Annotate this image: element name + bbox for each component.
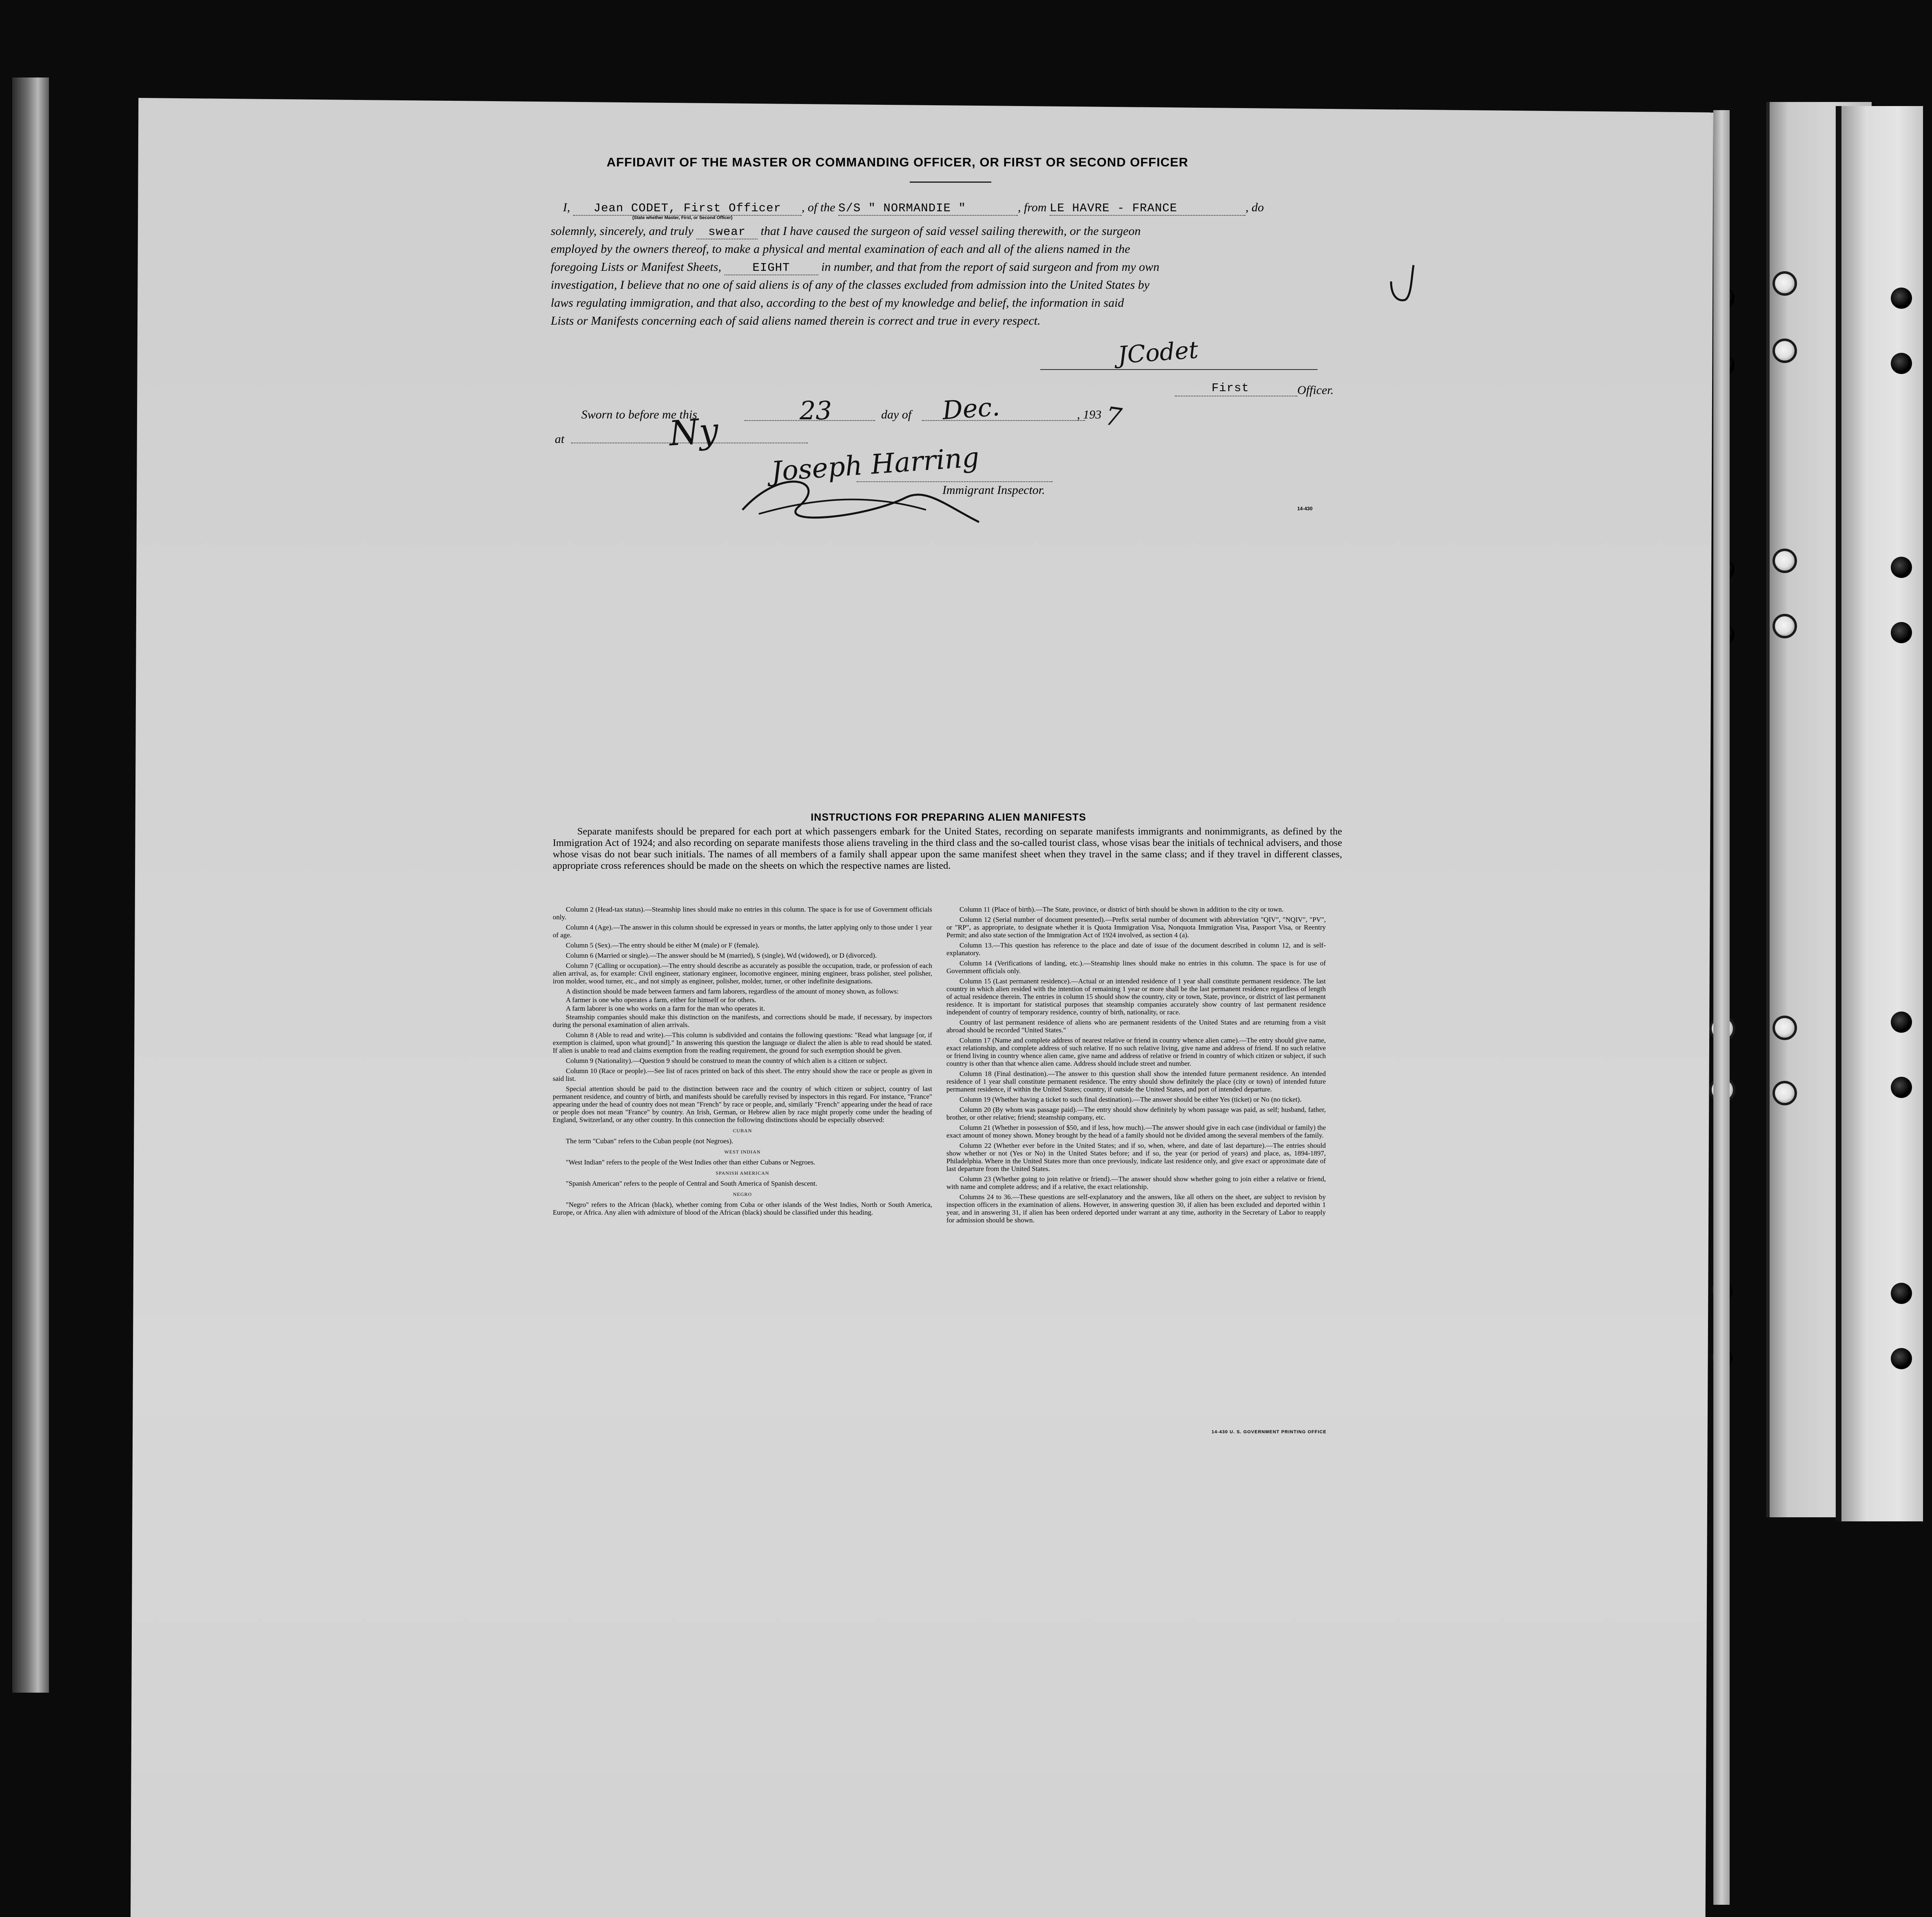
instruction-paragraph: Column 12 (Serial number of document presented).—Prefix serial number of document with abbreviation "QIV", "NQIV", "PV", or "RP", as appropriate, to designate whether it is Quota Immigration Visa, Nonquota Immigration Visa, Passport Visa, or Reentry Permit; and also state section of the Immigration Act of 1924 involved, as section 4 (a).: [946, 916, 1326, 939]
punch-hole: [1891, 1012, 1912, 1033]
port-field: LE HAVRE - FRANCE: [1050, 201, 1245, 216]
paper-fold-edge: [1713, 110, 1730, 1905]
punch-hole: [1772, 614, 1797, 638]
printing-office-footer: 14-430 U. S. GOVERNMENT PRINTING OFFICE: [1212, 1430, 1327, 1434]
inspector-signature: Joseph Harring: [770, 441, 980, 487]
affidavit-line-7: Lists or Manifests concerning each of said aliens named therein is correct and true in every respect.: [551, 314, 1041, 328]
officer-signature-line: [1040, 369, 1318, 370]
sworn-place: Ny: [667, 410, 720, 454]
at-label: at: [555, 432, 565, 446]
binder-sheet-edge: [1836, 106, 1923, 1521]
form-number: 14-430: [1297, 506, 1313, 511]
title-underline: [910, 182, 991, 183]
punch-hole: [1891, 288, 1912, 309]
instruction-paragraph: Column 21 (Whether in possession of $50, and if less, how much).—The answer should give in each case (individual or family) the exact amount of money shown. Money brought by the head of a family should not be divided among the several members of the family.: [946, 1124, 1326, 1139]
punch-hole: [1891, 622, 1912, 643]
instruction-paragraph: Column 19 (Whether having a ticket to such final destination).—The answer should be either Yes (ticket) or No (no ticket).: [959, 1096, 1302, 1103]
officer-rank: First: [1212, 381, 1250, 395]
affidavit-line-4: [551, 260, 1159, 275]
affidavit-title: AFFIDAVIT OF THE MASTER OR COMMANDING OFFICER, OR FIRST OR SECOND OFFICER: [606, 155, 1189, 169]
definition-west-indian: "West Indian" refers to the people of the West Indies other than either Cubans or Negroes.: [566, 1158, 815, 1166]
punch-hole: [1772, 339, 1797, 363]
sheet-count-field: EIGHT: [724, 261, 818, 275]
instruction-paragraph: Column 17 (Name and complete address of nearest relative or friend in country whence alien came).—The entry should give name, exact relationship, and complete address of such relative. If no such relative living, give name and address of friend. If no such relative or friend living in country whence alien came, give name and address of relative or friend in country of which citizen or subject, if such country is other than that whence alien came. Address should include street and number.: [946, 1036, 1326, 1067]
instruction-paragraph: Column 8 (Able to read and write).—This column is subdivided and contains the following questions: "Read what language [or, if exemption is claimed, upon what ground]." In answering this question the language or dialect the alien is able to read should be stated. If alien is unable to read and claims exemption from the reading requirement, the ground for such exemption should be given.: [553, 1031, 932, 1054]
officer-label: Officer.: [1297, 383, 1334, 397]
instruction-paragraph: Column 22 (Whether ever before in the United States; and if so, when, where, and date of last departure).—The entries should show whether or not (Yes or No) in the United States before; and if so, the year (or period of years) and place, as, 1894-1897, Philadelphia. Where in the United States more than once previously, indicate last residence only, and give exact or approximate date of last departure from the United States.: [946, 1142, 1326, 1173]
instructions-right-column: [946, 905, 1326, 1226]
instruction-paragraph: Column 4 (Age).—The answer in this column should be expressed in years or months, the latter applying only to those under 1 year of age.: [553, 923, 932, 939]
definition-negro: "Negro" refers to the African (black), whether coming from Cuba or other islands of the West Indies, North or South America, Europe, or Africa. Any alien with admixture of blood of the African (black) should be classified under this heading.: [553, 1201, 932, 1216]
punch-hole: [1772, 1081, 1797, 1105]
subhead-cuban: CUBAN: [733, 1128, 752, 1133]
punch-hole: [1891, 557, 1912, 578]
instruction-paragraph: Column 14 (Verifications of landing, etc.).—Steamship lines should make no entries in this column. The space is for use of Government officials only.: [946, 959, 1326, 975]
instruction-paragraph: Columns 24 to 36.—These questions are self-explanatory and the answers, like all others on the sheet, are subject to revision by inspection officers in the examination of aliens. However, in answering question 30, if alien has been excluded and deported within 1 year, and in answering 31, if alien has been ordered deported under warrant at any time, authority in the Secretary of Labor to reapply for admission should be shown.: [946, 1193, 1326, 1224]
officer-signature: JCodet: [1117, 336, 1199, 369]
instruction-paragraph: Column 11 (Place of birth).—The State, province, or district of birth should be shown in addition to the city or town.: [959, 905, 1284, 913]
officer-name-field: Jean CODET, First Officer: [573, 201, 802, 216]
instruction-paragraph: Column 18 (Final destination).—The answer to this question shall show the intended future permanent residence. An intended residence of 1 year shall constitute permanent residence. The entry should show definitely the place (city or town) of intended future permanent residence, if within the United States; country, if outside the United States, and port of intended departure.: [946, 1070, 1326, 1093]
sworn-day: 23: [800, 396, 832, 425]
affidavit-line-1: [563, 201, 1264, 216]
instruction-paragraph: Column 7 (Calling or occupation).—The entry should describe as accurately as possible the occupation, trade, or profession of each alien arrival, as, for example: Civil engineer, stationary engineer, locomotive engineer, mining engineer, brass polisher, steel polisher, iron molder, wood turner, etc., and not simply as engineer, polisher, molder, turner, or other indefinite designations.: [553, 962, 932, 985]
instruction-paragraph: Steamship companies should make this distinction on the manifests, and corrections should be made, if necessary, by inspectors during the personal examination of alien arrivals.: [553, 1013, 932, 1029]
punch-hole: [1772, 271, 1797, 296]
subhead-negro: NEGRO: [733, 1191, 752, 1197]
affidavit-line-6: laws regulating immigration, and that also, according to the best of my knowledge and belief, the information in said: [551, 296, 1124, 310]
punch-hole: [1891, 1348, 1912, 1369]
scanner-left-edge: [12, 77, 49, 1693]
instruction-paragraph: A distinction should be made between farmers and farm laborers, regardless of the amount of money shown, as follows:: [566, 987, 899, 995]
instruction-paragraph: Column 15 (Last permanent residence).—Actual or an intended residence of 1 year shall constitute permanent residence. The last country in which alien resided with the intention of remaining 1 year or more shall be the last permanent residence regardless of length of actual residence therein. The entries in column 15 should show the country, city or town, State, province, or district of last permanent residence. It is important for statistical purposes that steamship companies accurately show country of last permanent residence independent of country of temporary residence, country of birth, nationality, or race.: [946, 977, 1326, 1016]
line1-from: , from: [1018, 201, 1047, 214]
punch-hole: [1891, 353, 1912, 374]
punch-hole: [1891, 1283, 1912, 1304]
instructions-left-column: [553, 905, 932, 1219]
instruction-paragraph: Column 13.—This question has reference to the place and date of issue of the document described in column 12, and is self-explanatory.: [946, 941, 1326, 957]
instruction-paragraph: A farmer is one who operates a farm, either for himself or for others.: [566, 996, 756, 1004]
day-of-label: day of: [881, 408, 912, 421]
line1-mid: , of the: [802, 201, 835, 214]
instructions-title: INSTRUCTIONS FOR PREPARING ALIEN MANIFESTS: [811, 812, 1086, 823]
check-mark: [1387, 261, 1420, 306]
instruction-paragraph: Special attention should be paid to the distinction between race and the country of which citizen or subject, country of last permanent residence, and country of birth, and manifests should be carefully revised by inspectors in this regard. For instance, "France" appearing under the head of country does not mean "French" by race or people, and, similarly "French" appearing under the head of race or people does not mean "France" by country. An Irish, German, or Hebrew alien by race might properly come under the heading of England, Switzerland, or any other country. In this connection the following distinctions should be especially observed:: [553, 1085, 932, 1124]
rank-hint: (State whether Master, First, or Second Officer): [632, 215, 733, 220]
instruction-paragraph: Country of last permanent residence of aliens who are permanent residents of the United States and are returning from a visit abroad should be recorded "United States.": [946, 1018, 1326, 1034]
vessel-field: S/S " NORMANDIE ": [838, 201, 1018, 216]
instruction-paragraph: Column 6 (Married or single).—The answer should be M (married), S (single), Wd (widowed), or D (divorced).: [566, 952, 877, 959]
instruction-paragraph: Column 10 (Race or people).—See list of races printed on back of this sheet. The entry should show the race or people as given in said list.: [553, 1067, 932, 1082]
instruction-paragraph: Column 9 (Nationality).—Question 9 should be construed to mean the country of which alien is a citizen or subject.: [566, 1057, 888, 1065]
subhead-spanish-american: SPANISH AMERICAN: [716, 1170, 769, 1176]
line4-prefix: foregoing Lists or Manifest Sheets,: [551, 260, 722, 274]
oath-field: swear: [696, 225, 758, 239]
year-digit: 7: [1103, 401, 1124, 433]
instruction-paragraph: Column 2 (Head-tax status).—Steamship lines should make no entries in this column. The space is for use of Government officials only.: [553, 905, 932, 921]
line1-end: , do: [1245, 201, 1264, 214]
punch-hole: [1772, 549, 1797, 573]
year-prefix: , 193: [1077, 408, 1101, 421]
line4-rest: in number, and that from the report of said surgeon and from my own: [821, 260, 1159, 274]
instruction-paragraph: Column 23 (Whether going to join relative or friend).—The answer should show whether going to join either a relative or friend, with name and complete address; and if a relative, the exact relationship.: [946, 1175, 1326, 1191]
instructions-intro: Separate manifests should be prepared for each port at which passengers embark for the United States, recording on separate manifests immigrants and nonimmigrants, as defined by the Immigration Act of 1924; and also recording on separate manifests those aliens traveling in the third class and the so-called tourist class, whose visas bear the initials of technical advisers, and those whose visas do not bear such initials. The names of all members of a family shall appear upon the same manifest sheet when they travel in the same class; and if they travel in different classes, appropriate cross references should be made on the sheets on which the respective names are listed.: [553, 826, 1342, 871]
line1-prefix: I,: [563, 201, 570, 214]
inspector-label: Immigrant Inspector.: [942, 483, 1045, 497]
punch-hole: [1772, 1016, 1797, 1040]
instruction-paragraph: Column 20 (By whom was passage paid).—The entry should show definitely by whom passage was paid, as self; husband, father, brother, or other relative; friend; steamship company, etc.: [946, 1106, 1326, 1121]
subhead-west-indian: WEST INDIAN: [724, 1149, 761, 1155]
affidavit-line-5: investigation, I believe that no one of said aliens is of any of the classes excluded from admission into the United States by: [551, 278, 1150, 292]
line2-rest: that I have caused the surgeon of said vessel sailing therewith, or the surgeon: [760, 224, 1141, 238]
definition-spanish-american: "Spanish American" refers to the people of Central and South America of Spanish descent.: [566, 1180, 818, 1187]
instruction-paragraph: Column 5 (Sex).—The entry should be either M (male) or F (female).: [566, 941, 760, 949]
sworn-month: Dec.: [941, 392, 1001, 425]
definition-cuban: The term "Cuban" refers to the Cuban people (not Negroes).: [566, 1137, 733, 1145]
punch-hole: [1891, 1077, 1912, 1098]
affidavit-line-3: employed by the owners thereof, to make a physical and mental examination of each and all of the aliens named in the: [551, 242, 1130, 256]
affidavit-line-2: [551, 224, 1141, 239]
line2-prefix: solemnly, sincerely, and truly: [551, 224, 693, 238]
sworn-label: Sworn to before me this: [581, 408, 697, 421]
instruction-paragraph: A farm laborer is one who works on a farm for the man who operates it.: [566, 1005, 765, 1012]
